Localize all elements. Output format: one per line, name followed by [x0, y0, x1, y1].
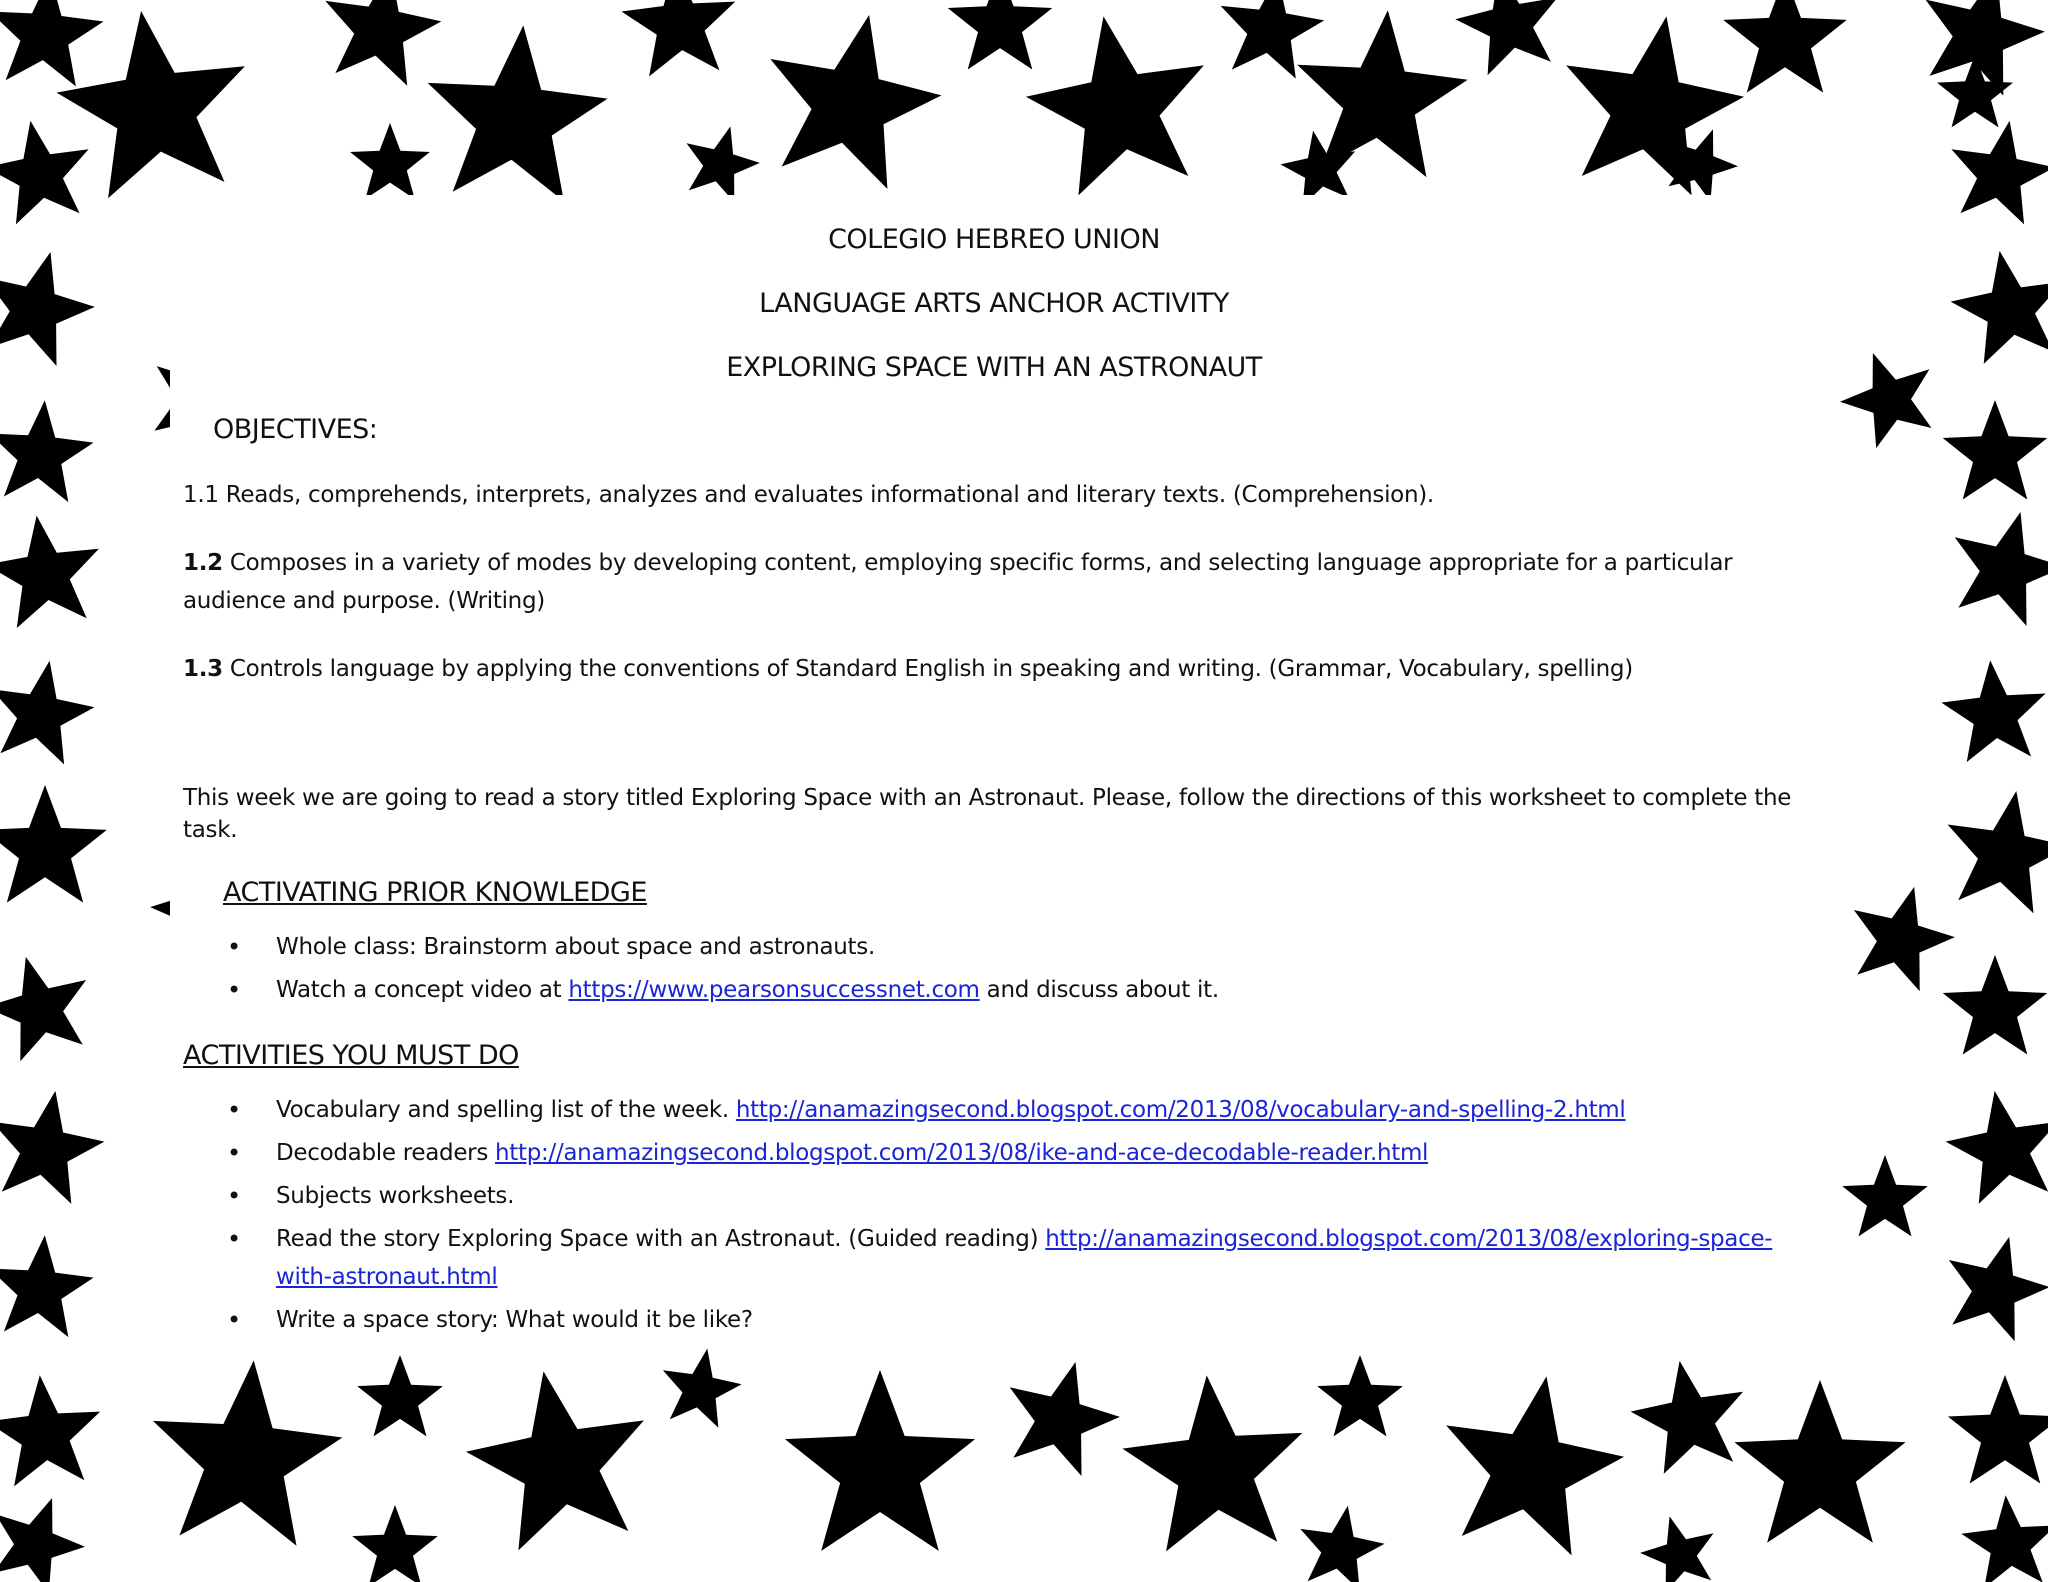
item-text: Decodable readers — [276, 1140, 496, 1166]
star-icon — [1943, 400, 2048, 500]
star-icon — [1951, 121, 2048, 225]
bullet-icon: • — [227, 1096, 241, 1124]
star-icon — [0, 400, 94, 502]
list-item — [183, 1301, 1805, 1339]
star-icon — [1941, 660, 2045, 762]
star-icon — [1723, 0, 1847, 93]
decodable-reader-link[interactable]: http://anamazingsecond.blogspot.com/2013/08/ike-and-ace-decodable-reader.html — [495, 1140, 1429, 1166]
star-icon — [770, 15, 941, 189]
objective-3 — [183, 650, 1805, 688]
star-icon — [1455, 0, 1557, 75]
list-item — [183, 971, 1805, 1009]
star-icon — [1317, 1355, 1403, 1436]
item-text: Write a space story: What would it be like? — [276, 1307, 753, 1333]
star-icon — [0, 1235, 94, 1337]
prior-knowledge-list — [183, 928, 1805, 1009]
list-item — [183, 1091, 1805, 1129]
star-icon — [352, 1505, 438, 1582]
star-icon — [622, 0, 736, 76]
star-icon — [1840, 353, 1932, 448]
star-icon — [1446, 1376, 1624, 1555]
star-icon — [1734, 1380, 1905, 1543]
star-icon — [0, 516, 99, 628]
list-item — [183, 1220, 1805, 1296]
star-icon — [153, 1360, 343, 1545]
star-icon — [1948, 1375, 2048, 1484]
star-icon — [0, 785, 107, 903]
star-icon — [0, 1498, 85, 1582]
star-icon — [1943, 955, 2048, 1055]
item-text: Whole class: Brainstorm about space and astronauts. — [276, 934, 875, 960]
bullet-icon: • — [227, 1182, 241, 1210]
star-icon — [785, 1370, 975, 1551]
bullet-icon: • — [227, 1225, 241, 1253]
star-icon — [0, 0, 103, 86]
item-text: Read the story Exploring Space with an Astronaut. (Guided reading) — [276, 1226, 1046, 1252]
worksheet-document — [183, 210, 1805, 1344]
objective-text: Controls language by applying the conventions of Standard English in speaking and writing. (Grammar, Vocabulary, spelling) — [222, 656, 1633, 682]
list-item — [183, 928, 1805, 966]
star-icon — [325, 0, 441, 86]
intro-paragraph: This week we are going to read a story titled Exploring Space with an Astronaut. Please, follow the directions of this worksheet to complete the task. — [183, 785, 1792, 843]
list-item — [183, 1134, 1805, 1172]
activities-list — [183, 1091, 1805, 1339]
activity-title: LANGUAGE ARTS ANCHOR ACTIVITY — [759, 288, 1229, 319]
objective-text: Composes in a variety of modes by developing content, employing specific forms, and selecting language appropriate for a particular audience and purpose. (Writing) — [183, 550, 1733, 614]
star-icon — [1842, 1155, 1928, 1236]
star-icon — [57, 11, 245, 198]
star-icon — [663, 1349, 742, 1428]
star-icon — [0, 957, 86, 1061]
pearson-link[interactable]: https://www.pearsonsuccessnet.com — [568, 977, 980, 1003]
star-icon — [1948, 791, 2048, 913]
bullet-icon: • — [227, 933, 241, 961]
activities-heading: ACTIVITIES YOU MUST DO — [183, 1040, 519, 1071]
bullet-icon: • — [227, 1306, 241, 1334]
story-title: EXPLORING SPACE WITH AN ASTRONAUT — [726, 352, 1262, 383]
star-icon — [1926, 0, 2045, 96]
objective-number: 1.2 — [183, 550, 223, 576]
star-icon — [1300, 1506, 1384, 1582]
star-icon — [0, 252, 95, 366]
objective-1 — [183, 476, 1805, 514]
star-icon — [428, 25, 608, 201]
star-icon — [350, 123, 430, 199]
star-icon — [0, 121, 89, 225]
objective-text: Reads, comprehends, interprets, analyzes and evaluates informational and literary texts. (Comprehension). — [218, 482, 1434, 508]
item-text: Subjects worksheets. — [276, 1183, 515, 1209]
star-icon — [0, 1375, 100, 1486]
star-icon — [1026, 16, 1204, 195]
star-icon — [1854, 887, 1955, 991]
star-icon — [1946, 1091, 2048, 1204]
star-icon — [687, 126, 760, 202]
item-text-after: and discuss about it. — [979, 977, 1219, 1003]
story-link[interactable]: http://anamazingsecond.blogspot.com/2013/08/exploring-space-with-astronaut.html — [276, 1226, 1773, 1290]
school-name: COLEGIO HEBREO UNION — [828, 224, 1160, 255]
star-icon — [1640, 1516, 1713, 1582]
objective-number: 1.1 — [183, 482, 219, 508]
objective-2 — [183, 544, 1805, 620]
objective-number: 1.3 — [183, 656, 223, 682]
star-icon — [1949, 1237, 2048, 1341]
star-icon — [1010, 1362, 1120, 1476]
item-text: Vocabulary and spelling list of the week. — [276, 1097, 736, 1123]
star-icon — [1122, 1375, 1302, 1551]
star-icon — [1961, 1495, 2048, 1582]
star-icon — [357, 1355, 443, 1436]
bullet-icon: • — [227, 976, 241, 1004]
star-icon — [0, 661, 94, 765]
prior-knowledge-heading: ACTIVATING PRIOR KNOWLEDGE — [223, 877, 647, 908]
star-icon — [948, 0, 1053, 70]
star-icon — [1955, 512, 2048, 626]
star-icon — [1951, 251, 2048, 364]
item-text: Watch a concept video at — [276, 977, 569, 1003]
list-item — [183, 1177, 1805, 1215]
vocabulary-link[interactable]: http://anamazingsecond.blogspot.com/2013/08/vocabulary-and-spelling-2.html — [735, 1097, 1626, 1123]
objectives-heading: OBJECTIVES: — [213, 414, 378, 445]
star-icon — [466, 1371, 644, 1550]
star-icon — [1631, 1361, 1743, 1474]
star-icon — [0, 1091, 104, 1204]
bullet-icon: • — [227, 1139, 241, 1167]
